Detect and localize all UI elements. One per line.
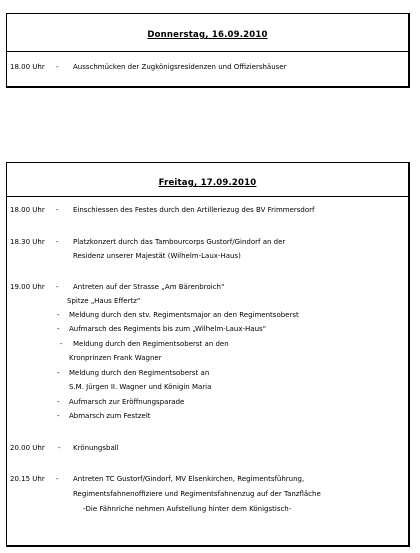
entry-dash: - bbox=[57, 369, 60, 377]
entry-dash: - bbox=[57, 412, 60, 420]
entry-text: Krönungsball bbox=[73, 444, 119, 452]
entry-dash: - bbox=[60, 340, 63, 348]
header-divider bbox=[7, 51, 408, 52]
day-header-thursday: Donnerstag, 16.09.2010 bbox=[147, 30, 268, 40]
entry-text: S.M. Jürgen II. Wagner und Königin Maria bbox=[69, 383, 212, 391]
entry-text: Aufmarsch zur Eröffnungsparade bbox=[69, 398, 185, 406]
entry-dash: - bbox=[56, 475, 59, 483]
entry-text: Spitze „Haus Effertz“ bbox=[67, 297, 141, 305]
entry-text: Meldung durch den stv. Regimentsmajor an den Regimentsoberst bbox=[69, 311, 299, 319]
entry-text: Abmarsch zum Festzelt bbox=[69, 412, 151, 420]
entry-dash: - bbox=[58, 444, 61, 452]
entry-dash: - bbox=[57, 398, 60, 406]
entry-text: Antreten TC Gustorf/Gindorf, MV Elsenkirchen, Regimentsführung, bbox=[73, 475, 305, 483]
entry-text: Einschiessen des Festes durch den Artilleriezug des BV Frimmersdorf bbox=[73, 206, 315, 214]
entry-text: Ausschmücken der Zugkönigsresidenzen und Offiziershäuser bbox=[73, 63, 287, 71]
schedule-box-friday bbox=[6, 162, 410, 547]
entry-time: 18.00 Uhr bbox=[10, 206, 45, 214]
entry-text: Kronprinzen Frank Wagner bbox=[69, 354, 162, 362]
schedule-box-thursday bbox=[6, 13, 410, 88]
entry-text: Residenz unserer Majestät (Wilhelm-Laux-Haus) bbox=[73, 252, 241, 260]
entry-text: Aufmarsch des Regiments bis zum „Wilhelm-Laux-Haus“ bbox=[69, 325, 267, 333]
entry-dash: - bbox=[56, 206, 59, 214]
entry-dash: - bbox=[56, 63, 59, 71]
day-header-friday: Freitag, 17.09.2010 bbox=[158, 178, 257, 188]
entry-time: 18.00 Uhr bbox=[10, 63, 45, 71]
header-divider bbox=[7, 196, 408, 197]
entry-time: 20.15 Uhr bbox=[10, 475, 45, 483]
entry-dash: - bbox=[57, 311, 60, 319]
entry-text: -Die Fähnriche nehmen Aufstellung hinter dem Königstisch- bbox=[83, 505, 292, 513]
entry-text: Meldung durch den Regimentsoberst an bbox=[69, 369, 210, 377]
entry-time: 19.00 Uhr bbox=[10, 283, 45, 291]
entry-text: Platzkonzert durch das Tambourcorps Gustorf/Gindorf an der bbox=[73, 238, 286, 246]
entry-dash: - bbox=[57, 325, 60, 333]
entry-text: Antreten auf der Strasse „Am Bärenbroich“ bbox=[73, 283, 225, 291]
entry-text: Regimentsfahnenoffiziere und Regimentsfahnenzug auf der Tanzfläche bbox=[73, 490, 321, 498]
entry-dash: - bbox=[56, 283, 59, 291]
entry-text: Meldung durch den Regimentsoberst an den bbox=[73, 340, 229, 348]
entry-time: 18.30 Uhr bbox=[10, 238, 45, 246]
entry-time: 20.00 Uhr bbox=[10, 444, 45, 452]
entry-dash: - bbox=[56, 238, 59, 246]
